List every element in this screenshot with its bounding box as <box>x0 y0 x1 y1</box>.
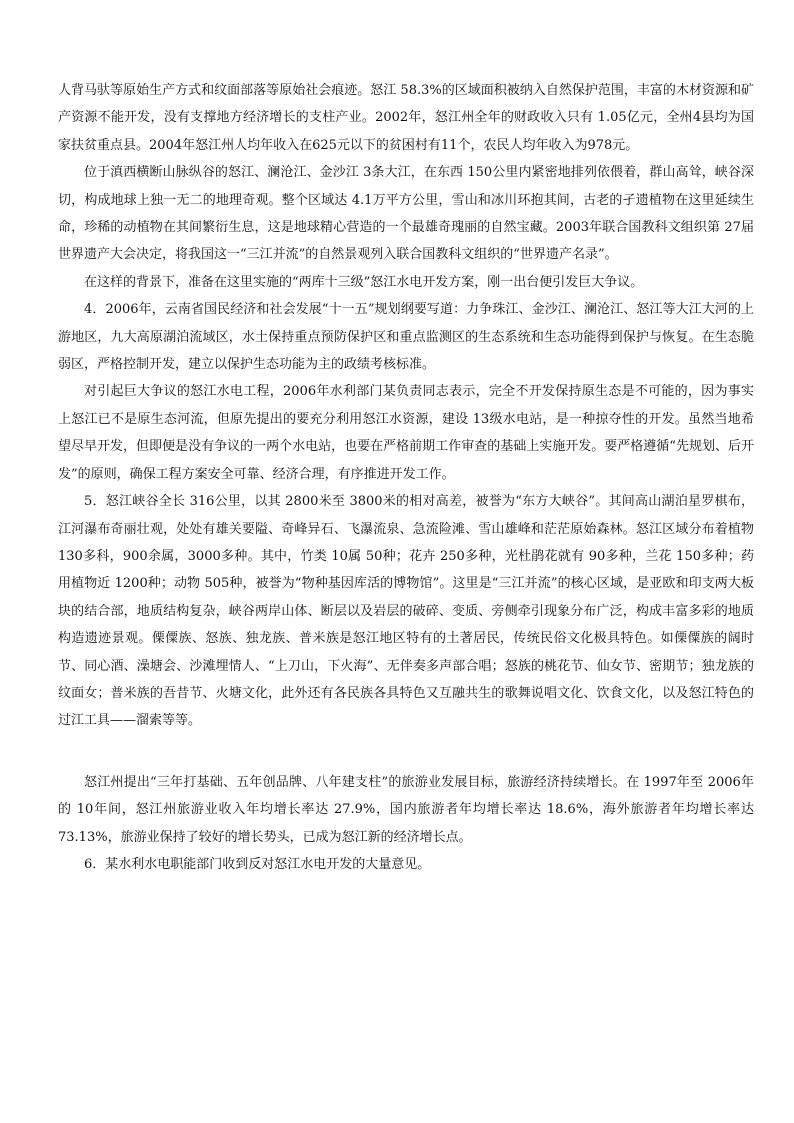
paragraph-hydropower-controversy: 在这样的背景下，准备在这里实施的“两库十三级”怒江水电开发方案，刚一出台便引发巨大争议。 <box>84 274 644 290</box>
paragraph-poverty-background: 人背马驮等原始生产方式和纹面部落等原始社会痕迹。怒江 58.3%的区域面积被纳入自然保护范围，丰富的木材资源和矿产资源不能开发，没有支撑地方经济增长的支柱产业。2002年，怒江州全年的财政收入只有 1.05亿元，全州4县均为国家扶贫重点县。2004年怒江州人均年收入在625元以下的贫困村有11个，农民人均年收入为978元。 <box>58 83 754 153</box>
paragraph-tourism-growth: 怒江州提出“三年打基础、五年创品牌、八年建支柱”的旅游业发展目标，旅游经济持续增长。在 1997年至 2006年的 10年间，怒江州旅游业收入年均增长率达 27.9%，国内旅游者年均增长率达 18.6%，海外旅游者年均增长率达 73.13%，旅游业保持了较好的增长势头，已成为怒江新的经济增长点。 <box>58 774 754 845</box>
paragraph-gap <box>58 735 754 769</box>
paragraph-item-6-opinions: 6．某水利水电职能部门收到反对怒江水电开发的大量意见。 <box>84 856 431 872</box>
paragraph-three-parallel-rivers: 位于滇西横断山脉纵谷的怒江、澜沧江、金沙江 3条大江，在东西 150公里内紧密地排列依偎着，群山高耸，峡谷深切，构成地球上独一无二的地理奇观。整个区域达 4.1万平方公里，雪山和冰川环抱其间，古老的孑遗植物在这里延续生命，珍稀的动植物在其间繁衍生息，这是地球精心营造的一个最雄奇瑰丽的自然宝藏。2003年联合国教科文组织第 27届世界遗产大会决定，将我国这一“三江并流”的自然景观列入联合国教科文组织的“世界遗产名录”。 <box>58 165 754 263</box>
paragraph-water-ministry-statement: 对引起巨大争议的怒江水电工程，2006年水利部门某负责同志表示，完全不开发保持原生态是不可能的，因为事实上怒江已不是原生态河流，但原先提出的要充分利用怒江水资源，建设 13级水电站，是一种掠夺性的开发。虽然当地希望尽早开发，但即便是没有争议的一两个水电站，也要在严格前期工作审查的基础上实施开发。要严格遵循“先规划、后开发”的原则，确保工程方案安全可靠、经济合理，有序推进开发工作。 <box>58 384 754 482</box>
paragraph-item-5-nujiang-gorge: 5．怒江峡谷全长 316公里，以其 2800米至 3800米的相对高差，被誉为“东方大峡谷”。其间高山湖泊星罗棋布，江河瀑布奇丽壮观，处处有雄关要隘、奇峰异石、飞瀑流泉、急流险滩、雪山雄峰和茫茫原始森林。怒江区域分布着植物 130多科，900余属，3000多种。其中，竹类 10属 50种；花卉 250多种，光杜鹃花就有 90多种，兰花 150多种；药用植物近 1200种；动物 505种，被誉为“物种基因库活的博物馆”。这里是“三江并流”的核心区域，是亚欧和印支两大板块的结合部，地质结构复杂，峡谷两岸山体、断层以及岩层的破碎、变质、旁侧牵引现象分布广泛，构成丰富多彩的地质构造遗迹景观。傈僳族、怒族、独龙族、普米族是怒江地区特有的土著居民，传统民俗文化极具特色。如傈僳族的阔时节、同心酒、澡塘会、沙滩埋情人、“上刀山，下火海”、无伴奏多声部合唱；怒族的桃花节、仙女节、密期节；独龙族的纹面女；普米族的吾昔节、火塘文化，此外还有各民族各具特色又互融共生的歌舞说唱文化、饮食文化，以及怒江特色的过江工具——溜索等等。 <box>58 494 754 729</box>
paragraph-item-4-provincial-plan: 4．2006年，云南省国民经济和社会发展“十一五”规划纲要写道：力争珠江、金沙江、澜沧江、怒江等大江大河的上游地区，九大高原湖泊流域区，水土保持重点预防保护区和重点监测区的生态系统和生态功能得到保护与恢复。在生态脆弱区，严格控制开发，建立以保护生态功能为主的政绩考核标准。 <box>58 302 754 373</box>
